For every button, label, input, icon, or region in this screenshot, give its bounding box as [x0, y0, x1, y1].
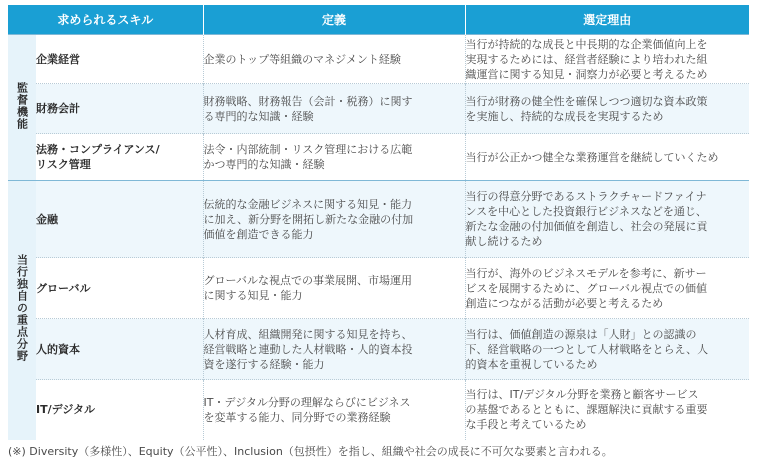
skill-name: 財務会計 [36, 84, 203, 134]
footnote: (※) Diversity（多様性）、Equity（公平性）、Inclusion（包摂性）を指し、組織や社会の成長に不可欠な要素と言われる。 [8, 445, 613, 458]
skill-reason: 当行の得意分野であるストラクチャードファイナ ンスを中心とした投資銀行ビジネスなどを通じ、 新たな金融の付加価値を創造し、社会の発展に貢 献し続けるため [465, 181, 749, 258]
table-header-row [8, 5, 749, 35]
table-row [8, 84, 749, 134]
table-row [8, 35, 749, 84]
skill-name: グローバル [36, 258, 203, 319]
skill-definition: 財務戦略、財務報告（会計・税務）に関す る専門的な知識・経験 [203, 84, 465, 134]
skill-definition: 人材育成、組織開発に関する知見を持ち、 経営戦略と連動した人材戦略・人的資本投 資を遂行する経験・能力 [203, 319, 465, 380]
skill-matrix-table [8, 5, 749, 440]
table-row [8, 181, 749, 258]
skill-definition: 伝統的な金融ビジネスに関する知見・能力 に加え、新分野を開拓し新たな金融の付加 価値を創造できる能力 [203, 181, 465, 258]
header-skill: 求められるスキル [8, 5, 203, 35]
skill-definition: 法令・内部統制・リスク管理における広範 かつ専門的な知識・経験 [203, 134, 465, 181]
skill-name: 法務・コンプライアンス/ リスク管理 [36, 134, 203, 181]
skill-reason: 当行が持続的な成長と中長期的な企業価値向上を 実現するためには、経営者経験により培われた組 織運営に関する知見・洞察力が必要と考えるため [465, 35, 749, 84]
table-row [8, 258, 749, 319]
skill-definition: 企業のトップ等組織のマネジメント経験 [203, 35, 465, 84]
table-row [8, 380, 749, 440]
header-definition: 定義 [203, 5, 465, 35]
skill-definition: グローバルな視点での事業展開、市場運用 に関する知見・能力 [203, 258, 465, 319]
skill-name: IT/デジタル [36, 380, 203, 440]
table-row [8, 134, 749, 181]
skill-reason: 当行は、IT/デジタル分野を業務と顧客サービス の基盤であるとともに、課題解決に貢献する重要 な手段と考えているため [465, 380, 749, 440]
skill-reason: 当行が財務の健全性を確保しつつ適切な資本政策 を実施し、持続的な成長を実現するため [465, 84, 749, 134]
table-row [8, 319, 749, 380]
skill-name: 企業経営 [36, 35, 203, 84]
skill-reason: 当行が公正かつ健全な業務運営を継続していくため [465, 134, 749, 181]
skill-reason: 当行は、価値創造の源泉は「人財」との認識の 下、経営戦略の一つとして人材戦略をとらえ、人 的資本を重視しているため [465, 319, 749, 380]
skill-name: 金融 [36, 181, 203, 258]
group-label-focus-areas: 当行独自の重点分野 [8, 181, 36, 440]
skill-reason: 当行が、海外のビジネスモデルを参考に、新サー ビスを展開するために、グローバル視点での価値 創造につながる活動が必要と考えるため [465, 258, 749, 319]
group-label-oversight: 監督機能 [8, 35, 36, 181]
skill-name: 人的資本 [36, 319, 203, 380]
skill-definition: IT・デジタル分野の理解ならびにビジネス を変革する能力、同分野での業務経験 [203, 380, 465, 440]
header-reason: 選定理由 [465, 5, 749, 35]
